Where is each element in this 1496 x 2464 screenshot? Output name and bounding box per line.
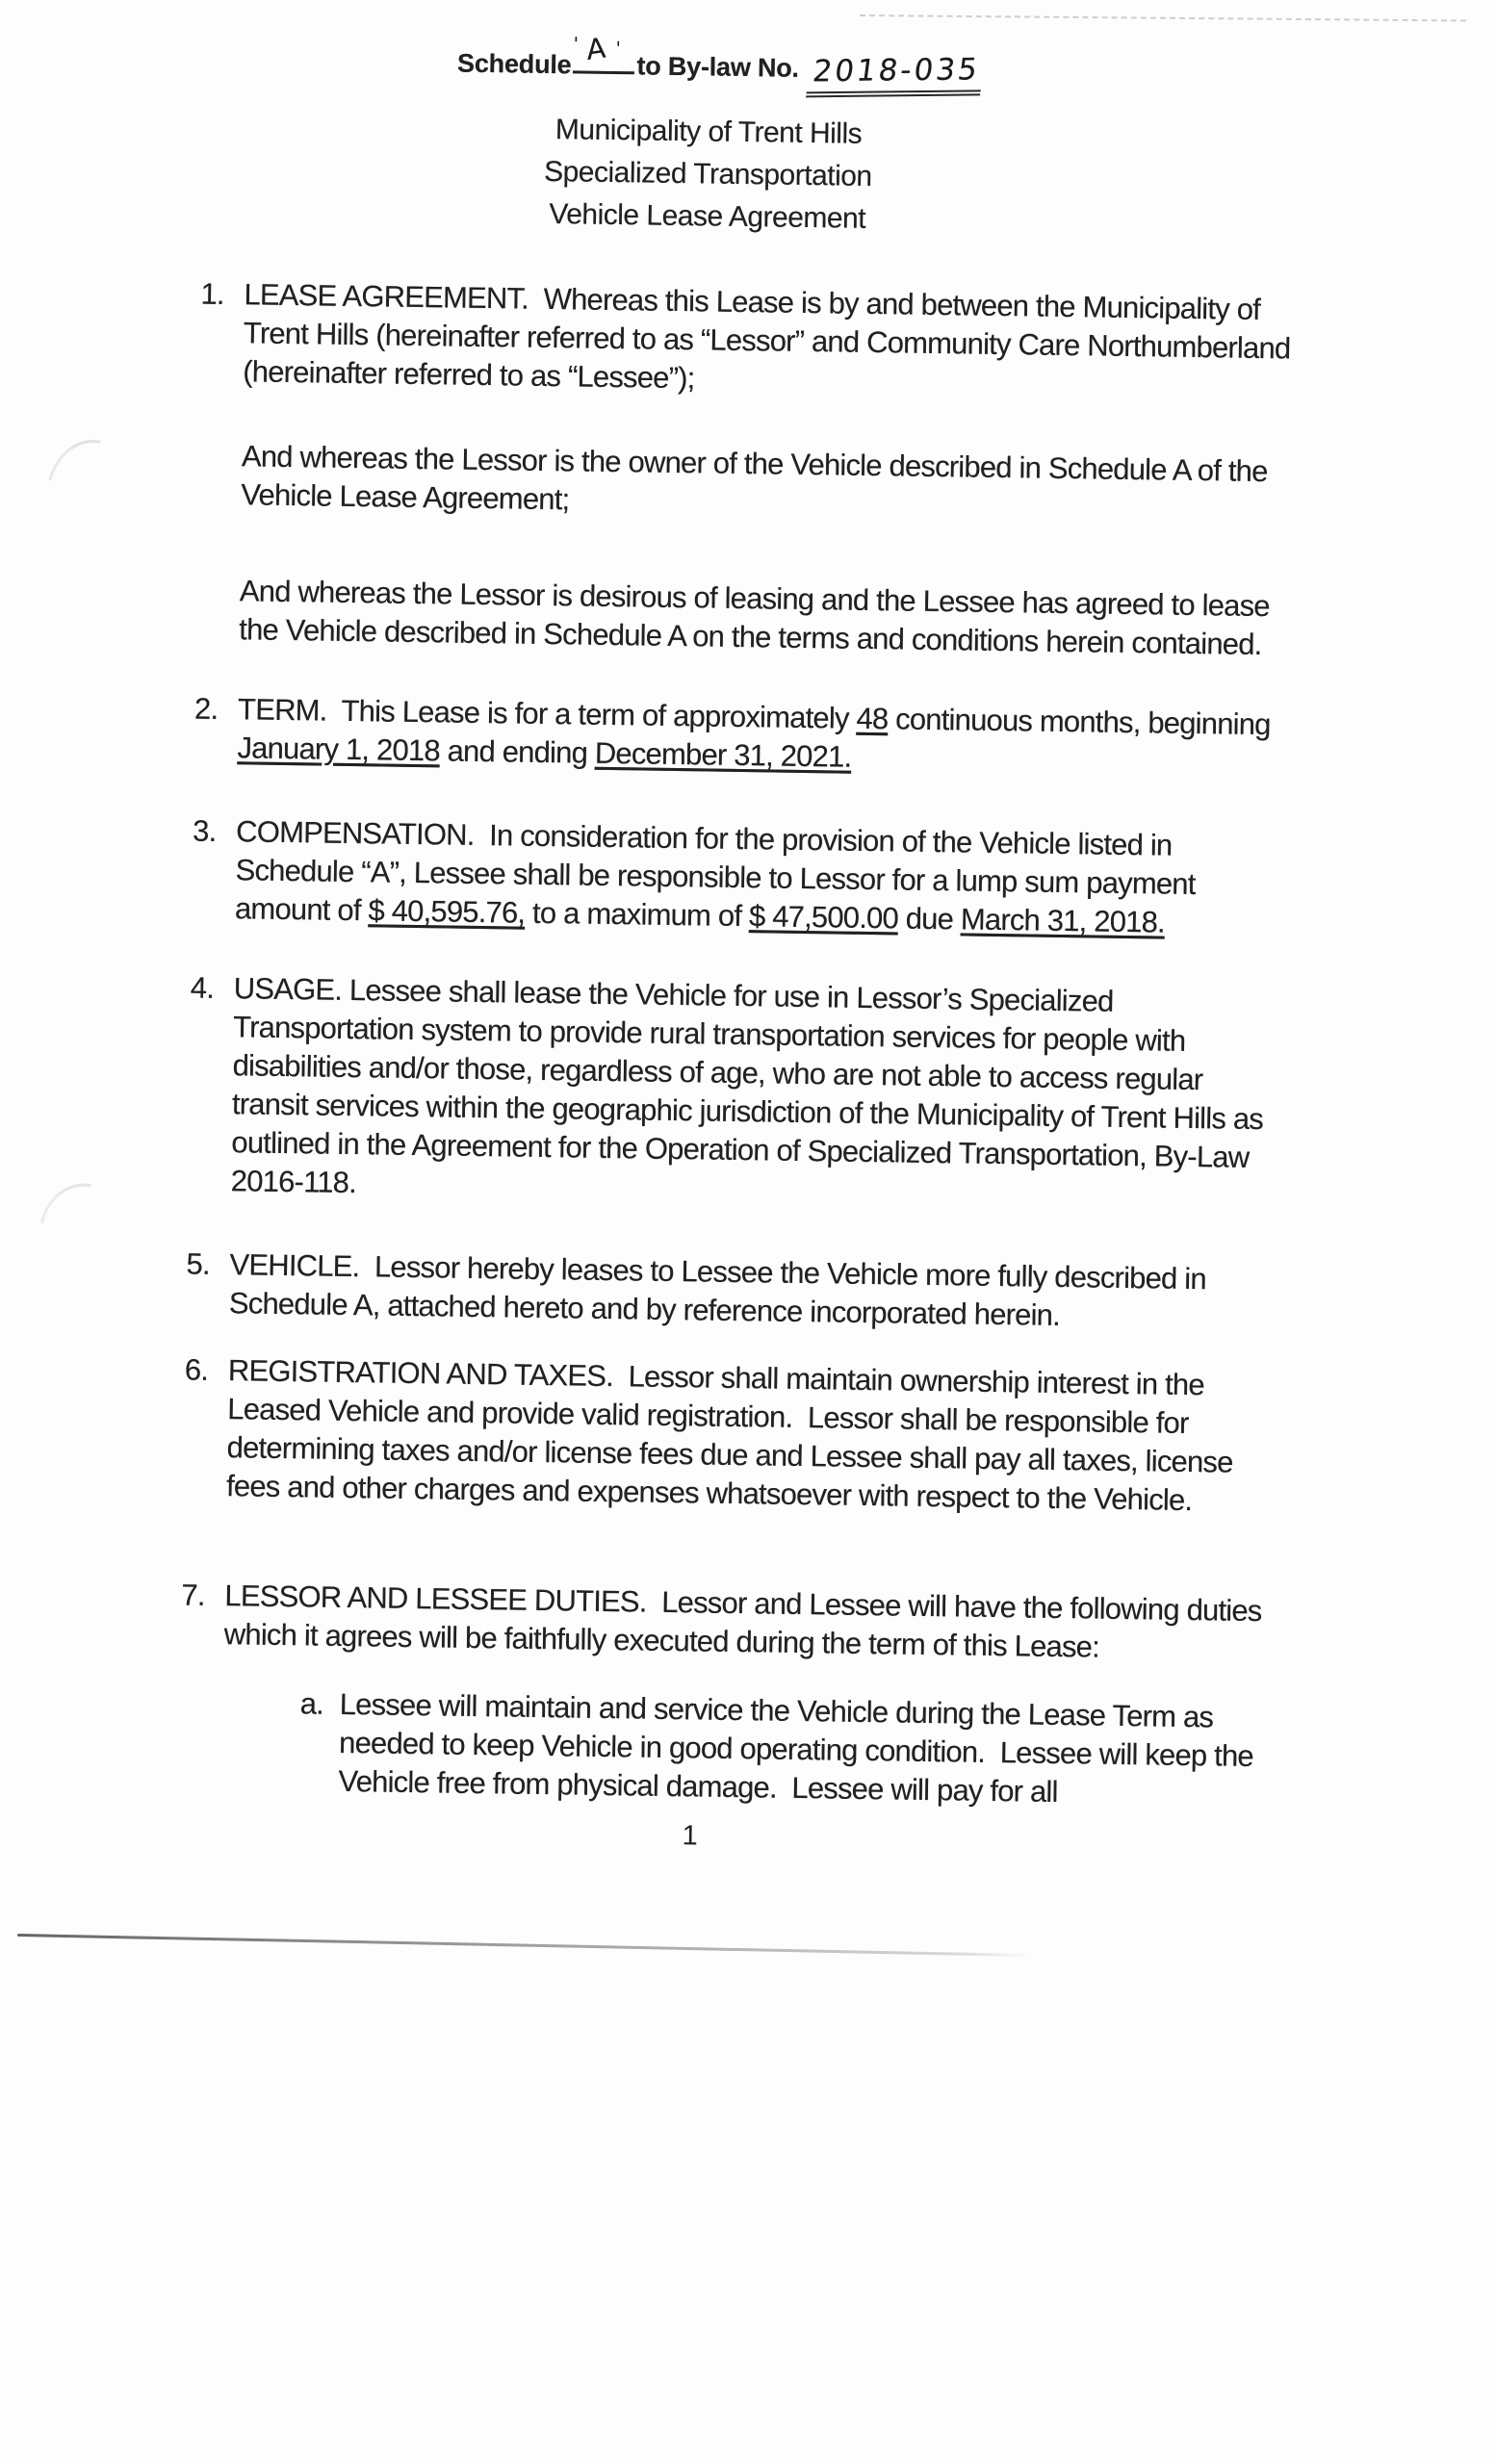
start-date-value: January 1, 2018	[237, 731, 441, 768]
term-text: continuous months, beginning	[888, 702, 1278, 742]
maximum-amount-value: $ 47,500.00	[748, 899, 899, 936]
subitem-text: Lessee will maintain and service the Vehicle during the Lease Term as needed to keep Vehicle in good operating condition. Lessee will keep the Vehicle free from physical damage. Lessee will pay for all	[338, 1686, 1261, 1810]
handwritten-tick-right: '	[615, 38, 621, 60]
section-4-paragraph-1	[188, 969, 1288, 1217]
paragraph-text	[235, 812, 1286, 943]
section-number-spacer	[196, 572, 240, 573]
section-1-paragraph-1	[199, 275, 1299, 407]
paragraph-text: LEASE AGREEMENT. Whereas this Lease is by and between the Municipality of Trent Hills (hereinafter referred to as “Lessor” and Community Care Northumberland (hereinafter referred to as “Lessee”);	[243, 277, 1299, 396]
title-line-program: Specialized Transportation	[543, 155, 872, 192]
section-number: 2.	[193, 691, 219, 726]
paragraph-text: LESSOR AND LESSEE DUTIES. Lessor and Lessee will have the following duties which it agrees will be faithfully executed during the term of this Lease:	[223, 1578, 1270, 1664]
section-3-paragraph-1	[192, 812, 1291, 944]
paragraph-text: USAGE. Lessee shall lease the Vehicle for use in Lessor’s Specialized Transportation system to provide rural transportation services for people with disabilities and/or those, regardless of age, who are not able to access regular transit services within the geographic jurisdiction of the Municipality of Trent Hills as outlined in the Agreement for the Operation of Specialized Transportation, By-Law 2016-118.	[230, 971, 1272, 1200]
section-7-paragraph-1	[181, 1576, 1279, 1669]
paragraph-text: REGISTRATION AND TAXES. Lessor shall maintain ownership interest in the Leased Vehicle and provide valid registration. Lessor shall be responsible for determining taxes and/or license fees due and Lessee shall pay all taxes, license fees and other charges and expenses whatsoever with respect to the Vehicle.	[225, 1353, 1241, 1518]
section-7-subitem-a	[298, 1684, 1398, 1816]
handwritten-tick-left: '	[573, 34, 579, 55]
term-text: TERM. This Lease is for a term of approximately	[237, 692, 857, 735]
paragraph-text: And whereas the Lessor is the owner of the Vehicle described in Schedule A of the Vehicle Lease Agreement;	[241, 439, 1276, 517]
section-1-paragraph-3	[195, 572, 1294, 665]
section-2-paragraph-1	[193, 690, 1292, 783]
compensation-text: due	[897, 901, 962, 937]
section-number: 6.	[184, 1352, 209, 1387]
schedule-letter-blank-line	[573, 31, 634, 74]
schedule-label: Schedule	[456, 48, 572, 80]
term-text: and ending	[439, 733, 596, 770]
schedule-bylaw-header	[456, 31, 984, 96]
section-number: 1.	[200, 276, 225, 312]
paragraph-text: And whereas the Lessor is desirous of leasing and the Lessee has agreed to lease the Vehicle described in Schedule A on the terms and conditions herein contained.	[239, 574, 1277, 662]
section-number: 4.	[190, 970, 215, 1005]
section-number: 5.	[186, 1246, 211, 1281]
lump-sum-amount-value: $ 40,595.76,	[368, 893, 526, 930]
page-number: 1	[682, 1820, 699, 1852]
section-number: 3.	[192, 813, 217, 848]
compensation-text: to a maximum of	[524, 895, 750, 934]
handwritten-schedule-letter: A	[585, 31, 607, 67]
section-number-spacer	[198, 437, 242, 438]
section-5-paragraph-1	[186, 1245, 1284, 1339]
paragraph-text: VEHICLE. Lessor hereby leases to Lessee the Vehicle more fully described in Schedule A, attached hereto and by reference incorporated herein.	[228, 1247, 1214, 1332]
compensation-text: COMPENSATION. In consideration for the provision of the Vehicle listed in Schedule “A”, Lessee shall be responsible to Lessor for a lump sum payment amount of	[234, 814, 1203, 928]
term-months-value: 48	[856, 701, 889, 736]
due-date-value: March 31, 2018.	[960, 902, 1166, 939]
subitem-letter: a.	[299, 1686, 324, 1721]
end-date-value: December 31, 2021.	[594, 735, 852, 774]
title-line-agreement: Vehicle Lease Agreement	[549, 198, 866, 235]
bylaw-label: to By-law No.	[636, 51, 800, 83]
title-line-municipality: Municipality of Trent Hills	[555, 114, 863, 150]
handwritten-bylaw-number: 2018-035	[806, 52, 986, 97]
section-6-paragraph-1	[183, 1351, 1282, 1522]
section-1-paragraph-2	[197, 437, 1296, 530]
paragraph-text	[237, 690, 1287, 783]
document-title	[456, 108, 959, 243]
section-number: 7.	[181, 1578, 205, 1612]
